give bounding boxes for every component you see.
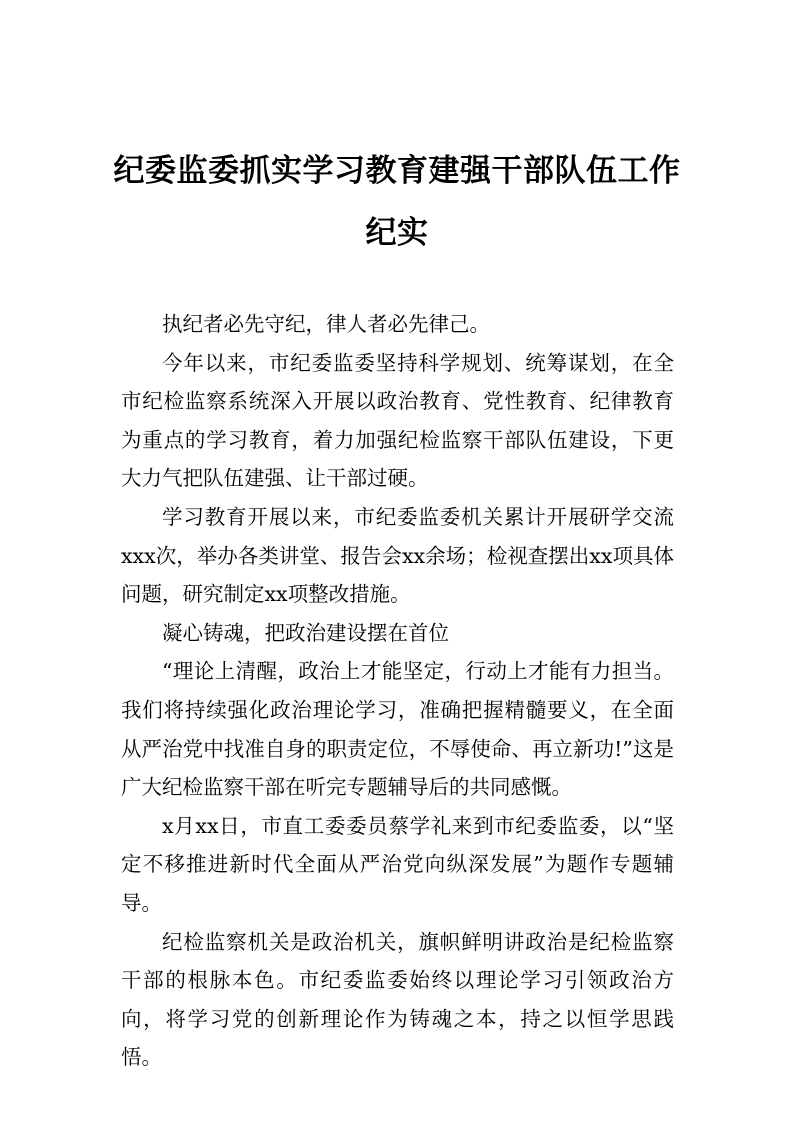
paragraph: 执纪者必先守纪，律人者必先律己。 bbox=[162, 312, 490, 336]
paragraph: x月xx日，市直工委委员蔡学礼来到市纪委监委，以“坚定不移推进新时代全面从严治党向纵深发展”为题作专题辅导。 bbox=[121, 813, 674, 915]
paragraph: 学习教育开展以来，市纪委监委机关累计开展研学交流xxx次，举办各类讲堂、报告会xx余场；检视查摆出xx项具体问题，研究制定xx项整改措施。 bbox=[121, 504, 674, 607]
document-title: 纪委监委抓实学习教育建强干部队伍工作纪实 bbox=[113, 153, 681, 251]
paragraph: 纪检监察机关是政治机关，旗帜鲜明讲政治是纪检监察干部的根脉本色。市纪委监委始终以理论学习引领政治方向，将学习党的创新理论作为铸魂之本，持之以恒学思践悟。 bbox=[121, 929, 674, 1070]
document-body bbox=[121, 305, 674, 1077]
section-heading: 凝心铸魂，把政治建设摆在首位 bbox=[162, 620, 449, 645]
paragraph: “理论上清醒，政治上才能坚定，行动上才能有力担当。我们将持续强化政治理论学习，准确把握精髓要义，在全面从严治党中找准自身的职责定位，不辱使命、再立新功!”这是广大纪检监察干部在听完专题辅导后的共同感慨。 bbox=[121, 659, 674, 800]
paragraph: 今年以来，市纪委监委坚持科学规划、统筹谋划，在全市纪检监察系统深入开展以政治教育、党性教育、纪律教育为重点的学习教育，着力加强纪检监察干部队伍建设，下更大力气把队伍建强、让干部过硬。 bbox=[121, 350, 674, 491]
